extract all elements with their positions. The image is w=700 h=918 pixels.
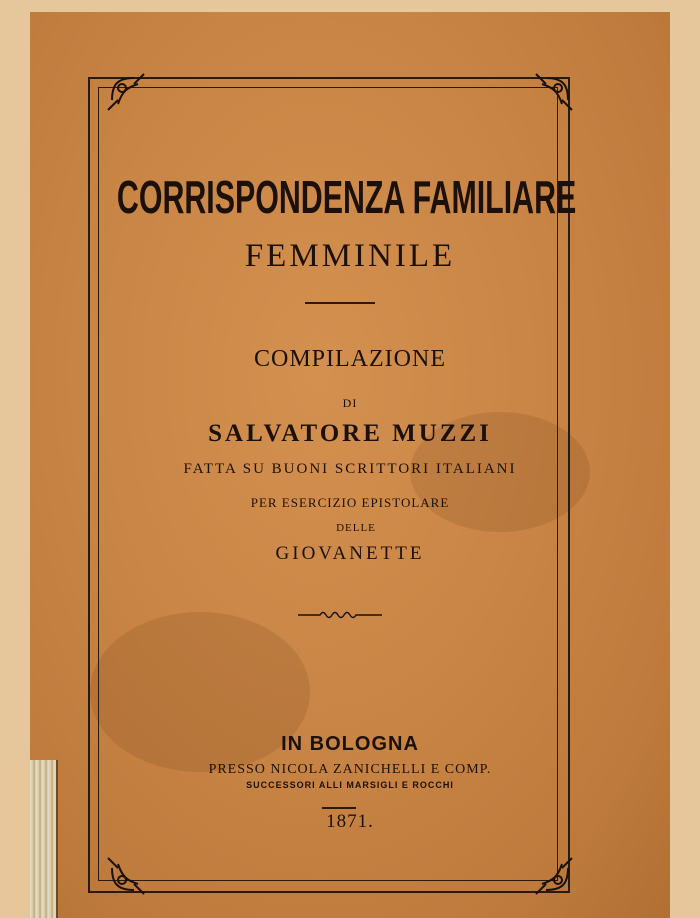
book-title: CORRISPONDENZA FAMILIARE xyxy=(116,171,577,223)
audience-line: GIOVANETTE xyxy=(275,543,425,564)
place-line: IN BOLOGNA xyxy=(281,733,419,755)
author-name: SALVATORE MUZZI xyxy=(208,420,492,447)
book-subtitle: FEMMINILE xyxy=(244,238,456,274)
of-label: DELLE xyxy=(336,522,376,534)
publication-year: 1871. xyxy=(326,811,374,832)
successors-line: SUCCESSORI ALLI MARSIGLI E ROCCHI xyxy=(246,780,454,790)
publisher-line: PRESSO NICOLA ZANICHELLI E COMP. xyxy=(208,762,492,777)
corner-ornament-icon xyxy=(514,836,576,898)
purpose-line: PER ESERCIZIO EPISTOLARE xyxy=(250,495,450,510)
compilation-label: COMPILAZIONE xyxy=(254,346,446,372)
wavy-rule-icon xyxy=(298,609,382,621)
title-divider xyxy=(305,302,375,304)
corner-ornament-icon xyxy=(104,836,166,898)
description-line: FATTA SU BUONI SCRITTORI ITALIANI xyxy=(183,461,517,477)
corner-ornament-icon xyxy=(104,70,166,132)
corner-ornament-icon xyxy=(514,70,576,132)
year-divider xyxy=(322,807,356,809)
by-label: DI xyxy=(342,396,358,410)
